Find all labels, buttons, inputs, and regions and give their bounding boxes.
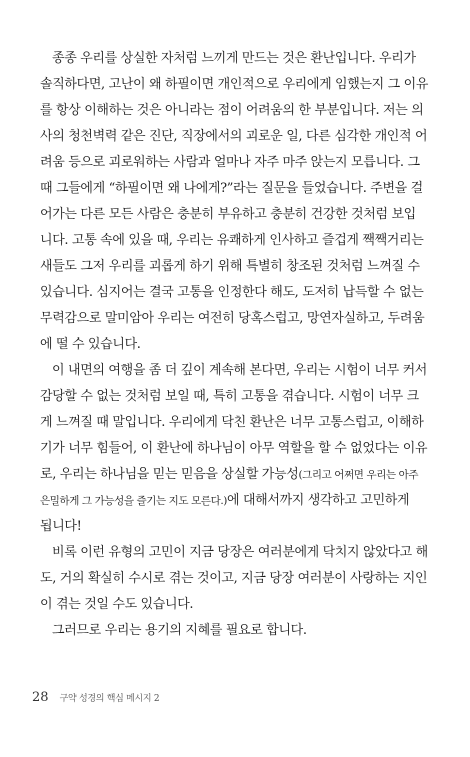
text-line: 그러므로 우리는 용기의 지혜를 필요로 합니다. [52,623,307,638]
text-line: 려움 등으로 괴로워하는 사람과 얼마나 자주 마주 앉는지 모릅니다. 그 [40,155,420,170]
running-title: 구약 성경의 핵심 메시지 2 [59,694,160,704]
text-line: 됩니다! [40,519,82,534]
paragraph-2 [40,358,434,540]
text-line: 비록 이런 유형의 고민이 지금 당장은 여러분에게 닥치지 않았다고 해 [52,545,428,560]
body-text [40,46,434,644]
aside-text: (그리고 어쩌면 우리는 아주 [298,469,419,481]
paragraph-1 [40,46,434,358]
text-line-with-aside [40,462,434,488]
text-line: 니다. 고통 속에 있을 때, 우리는 유쾌하게 인사하고 즐겁게 짹짹거리는 [40,233,424,248]
paragraph-4 [40,618,434,644]
aside-text: 은밀하게 그 가능성을 즐기는 지도 모른다.) [40,495,227,507]
page-footer [32,686,159,705]
text-line: 도, 거의 확실히 수시로 겪는 것이고, 지금 당장 여러분이 사랑하는 지인 [40,571,428,586]
text-line: 이 겪는 것일 수도 있습니다. [40,597,194,612]
text-line: 사의 청천벽력 같은 진단, 직장에서의 괴로운 일, 다른 심각한 개인적 어 [40,129,428,144]
page-number: 28 [32,690,49,705]
text-segment: 에 대해서까지 생각하고 고민하게 [226,493,410,508]
text-line: 무력감으로 말미암아 우리는 여전히 당혹스럽고, 망연자실하고, 두려움 [40,311,425,326]
text-line: 솔직하다면, 고난이 왜 하필이면 개인적으로 우리에게 임했는지 그 이유 [40,77,429,92]
text-line: 새들도 그저 우리를 괴롭게 하기 위해 특별히 창조된 것처럼 느껴질 수 [40,259,420,274]
text-line: 게 느껴질 때 말입니다. 우리에게 닥친 환난은 너무 고통스럽고, 이해하 [40,415,424,430]
text-line: 어가는 다른 모든 사람은 충분히 부유하고 충분히 건강한 것처럼 보입 [40,207,416,222]
text-line: 감당할 수 없는 것처럼 보일 때, 특히 고통을 겪습니다. 시험이 너무 크 [40,389,419,404]
text-line: 를 항상 이해하는 것은 아니라는 점이 어려움의 한 부분입니다. 저는 의 [40,103,424,118]
text-line: 에 떨 수 있습니다. [40,337,141,352]
text-line: 있습니다. 심지어는 결국 고통을 인정한다 해도, 도저히 납득할 수 없는 [40,285,424,300]
text-line: 이 내면의 여행을 좀 더 깊이 계속해 본다면, 우리는 시험이 너무 커서 [52,363,428,378]
text-line: 때 그들에게 “하필이면 왜 나에게?”라는 질문을 들었습니다. 주변을 걸 [40,181,423,196]
text-segment: 로, 우리는 하나님을 믿는 믿음을 상실할 가능성 [40,467,299,482]
paragraph-3 [40,540,434,618]
text-line-with-aside [40,488,434,514]
text-line: 종종 우리를 상실한 자처럼 느끼게 만드는 것은 환난입니다. 우리가 [52,51,416,66]
text-line: 기가 너무 힘들어, 이 환난에 하나님이 아무 역할을 할 수 없었다는 이유 [40,441,428,456]
